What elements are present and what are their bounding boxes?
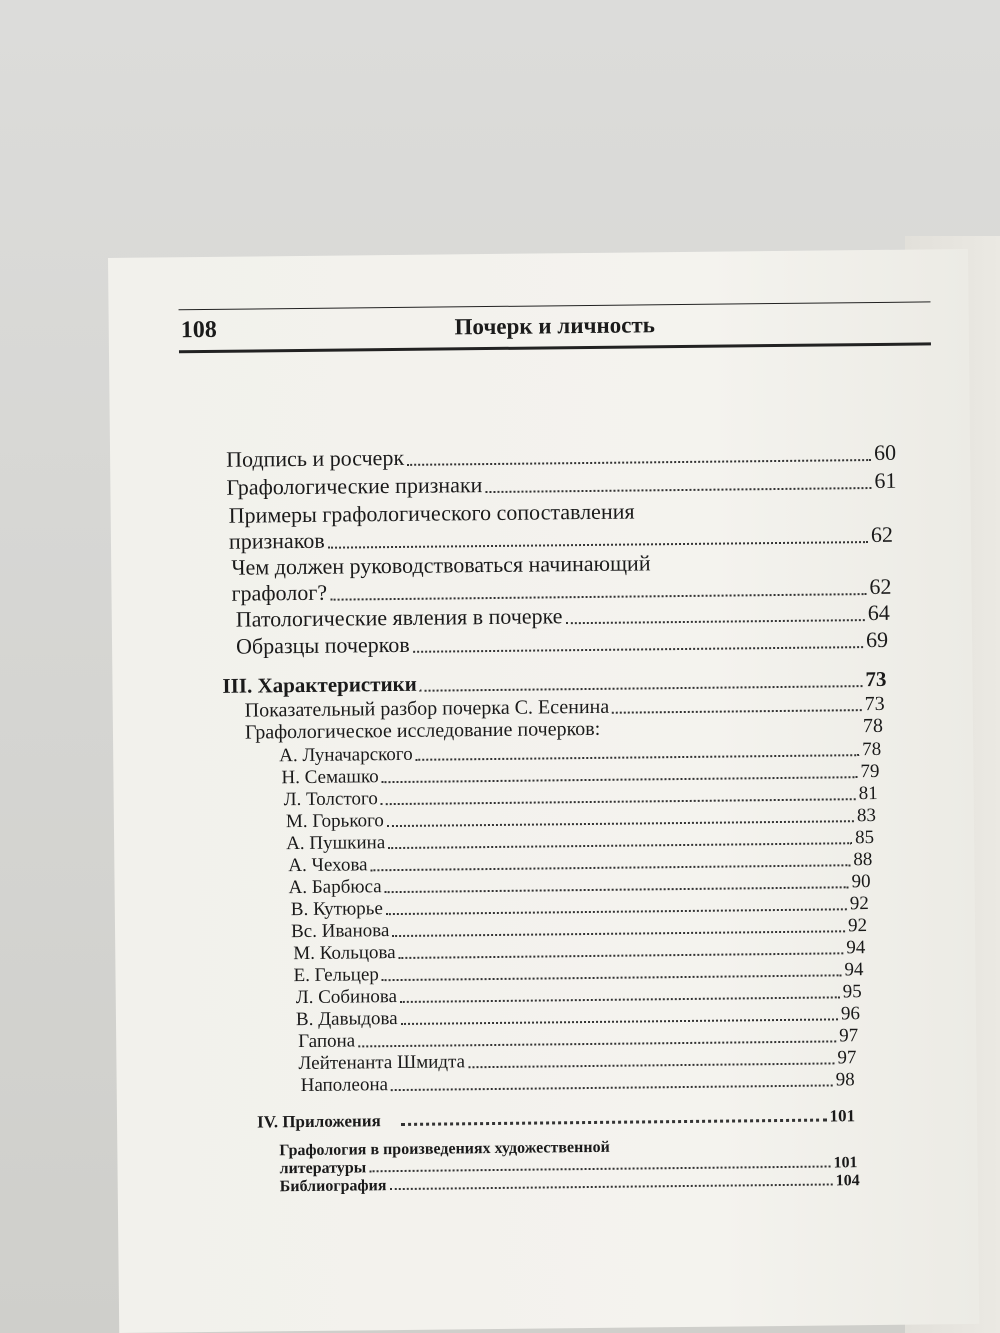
leader-dots	[612, 708, 862, 714]
section-title: IV. Приложения	[256, 1111, 381, 1132]
toc-entry-page: 104	[835, 1172, 860, 1190]
toc-entry-page: 69	[865, 626, 889, 653]
toc-entry-label: М. Горького	[285, 810, 384, 833]
toc-entry-label: В. Давыдова	[295, 1008, 398, 1031]
toc-entry-label: Н. Семашко	[281, 766, 379, 789]
toc-entry-page: 81	[858, 782, 878, 805]
leader-dots	[387, 819, 854, 827]
toc-entry-page: 64	[867, 599, 890, 626]
toc-entry-label: Вс. Иванова	[290, 920, 390, 943]
toc-entry-page: 97	[839, 1025, 859, 1047]
leader-dots	[385, 885, 849, 893]
toc-entry-page: 90	[851, 871, 871, 893]
toc-entry-label: А. Барбюса	[288, 876, 382, 899]
toc-entry-label: Подпись и росчерк	[225, 444, 405, 472]
toc-entry-page: 85	[855, 827, 875, 849]
leader-dots	[388, 841, 852, 849]
page-number: 108	[180, 316, 217, 344]
leader-dots	[371, 863, 851, 871]
toc-entry-page: 94	[846, 937, 866, 959]
toc-entry-page: 73	[864, 692, 885, 716]
leader-dots	[401, 1118, 827, 1126]
toc-entry-page: 94	[844, 959, 864, 981]
toc-entry-label: Образцы почерков	[235, 631, 410, 659]
toc-entry-wrap-line: Чем должен руководствоваться начинающий	[231, 550, 651, 580]
toc-entry-page: 92	[849, 893, 869, 915]
toc-entry-wrap-line: Графология в произведениях художественной	[279, 1138, 610, 1160]
leader-dots	[603, 730, 860, 736]
toc-entry-label: Гапона	[298, 1030, 356, 1053]
toc-entry-wrap-line: Примеры графологического сопоставления	[228, 498, 635, 528]
toc-entry-label: литературы	[279, 1159, 367, 1178]
toc-entry-label: А. Чехова	[288, 854, 368, 877]
toc-subentry	[301, 1069, 855, 1097]
leader-dots	[382, 775, 858, 783]
section-title: III. Характеристики	[222, 671, 417, 698]
leader-dots	[399, 951, 844, 959]
toc-entry-label: В. Кутюрье	[290, 898, 383, 921]
section-page: 101	[829, 1106, 856, 1126]
toc-entry-label: признаков	[228, 527, 325, 554]
leader-dots	[369, 1164, 830, 1172]
book-title: Почерк и личность	[454, 312, 656, 340]
leader-dots	[420, 684, 863, 692]
leader-dots	[416, 753, 860, 761]
toc-entry-page: 97	[837, 1047, 857, 1069]
toc-entry-label: Лейтенанта Шмидта	[298, 1051, 466, 1075]
toc-entry-label: Библиография	[279, 1177, 387, 1196]
toc-entry-page: 96	[840, 1003, 861, 1025]
toc-entry-page: 88	[853, 849, 873, 871]
running-head	[179, 301, 931, 353]
leader-dots	[328, 540, 868, 549]
toc-entry-label: Графологическое исследование почерков:	[244, 717, 601, 744]
toc-entry-label: Л. Собинова	[295, 986, 398, 1009]
leader-dots	[400, 995, 840, 1003]
leader-dots	[401, 1017, 838, 1025]
toc-entry-page: 101	[833, 1154, 858, 1172]
leader-dots	[391, 1083, 833, 1091]
toc-entry-label: Е. Гельцер	[293, 964, 379, 987]
leader-dots	[407, 458, 871, 466]
toc-entry-label: Патологические явления в почерке	[235, 603, 563, 632]
leader-dots	[392, 929, 845, 937]
leader-dots	[330, 592, 866, 601]
toc-entry-page: 95	[842, 981, 862, 1003]
toc-entry-page: 78	[862, 738, 882, 761]
toc-entry-label: А. Пушкина	[286, 832, 386, 855]
toc-entry-page: 92	[847, 915, 868, 937]
toc-entry-page: 78	[862, 714, 884, 738]
toc-entry-label: М. Кольцова	[293, 942, 396, 965]
toc-entry-page: 60	[873, 439, 897, 465]
toc-entry-label: графолог?	[231, 579, 328, 606]
toc-entry-label: А. Луначарского	[279, 743, 413, 767]
leader-dots	[381, 797, 856, 805]
toc-entry-page: 62	[870, 521, 894, 548]
toc-entry-label: Показательный разбор почерка С. Есенина	[244, 695, 610, 722]
toc-entry-label: Наполеона	[300, 1074, 389, 1097]
toc-entry-label: Л. Толстого	[283, 788, 378, 811]
toc-entry	[226, 468, 896, 501]
leader-dots	[566, 618, 865, 624]
toc-entry	[236, 627, 888, 660]
toc-entry	[229, 522, 893, 555]
leader-dots	[413, 645, 863, 653]
toc-entry-page: 83	[856, 804, 876, 827]
leader-dots	[358, 1039, 836, 1047]
leader-dots	[485, 486, 871, 493]
toc-entry-page: 79	[860, 760, 880, 783]
section-heading	[257, 1106, 855, 1132]
leader-dots	[386, 907, 847, 915]
book-page	[108, 249, 979, 1333]
leader-dots	[382, 973, 842, 981]
toc-entry-label: Графологические признаки	[226, 472, 483, 500]
toc-entry-page: 98	[835, 1069, 855, 1091]
leader-dots	[468, 1061, 834, 1068]
section-page: 73	[865, 666, 887, 692]
leader-dots	[389, 1182, 832, 1190]
toc-entry-page: 62	[869, 573, 892, 600]
toc-entry-page: 61	[874, 467, 897, 493]
